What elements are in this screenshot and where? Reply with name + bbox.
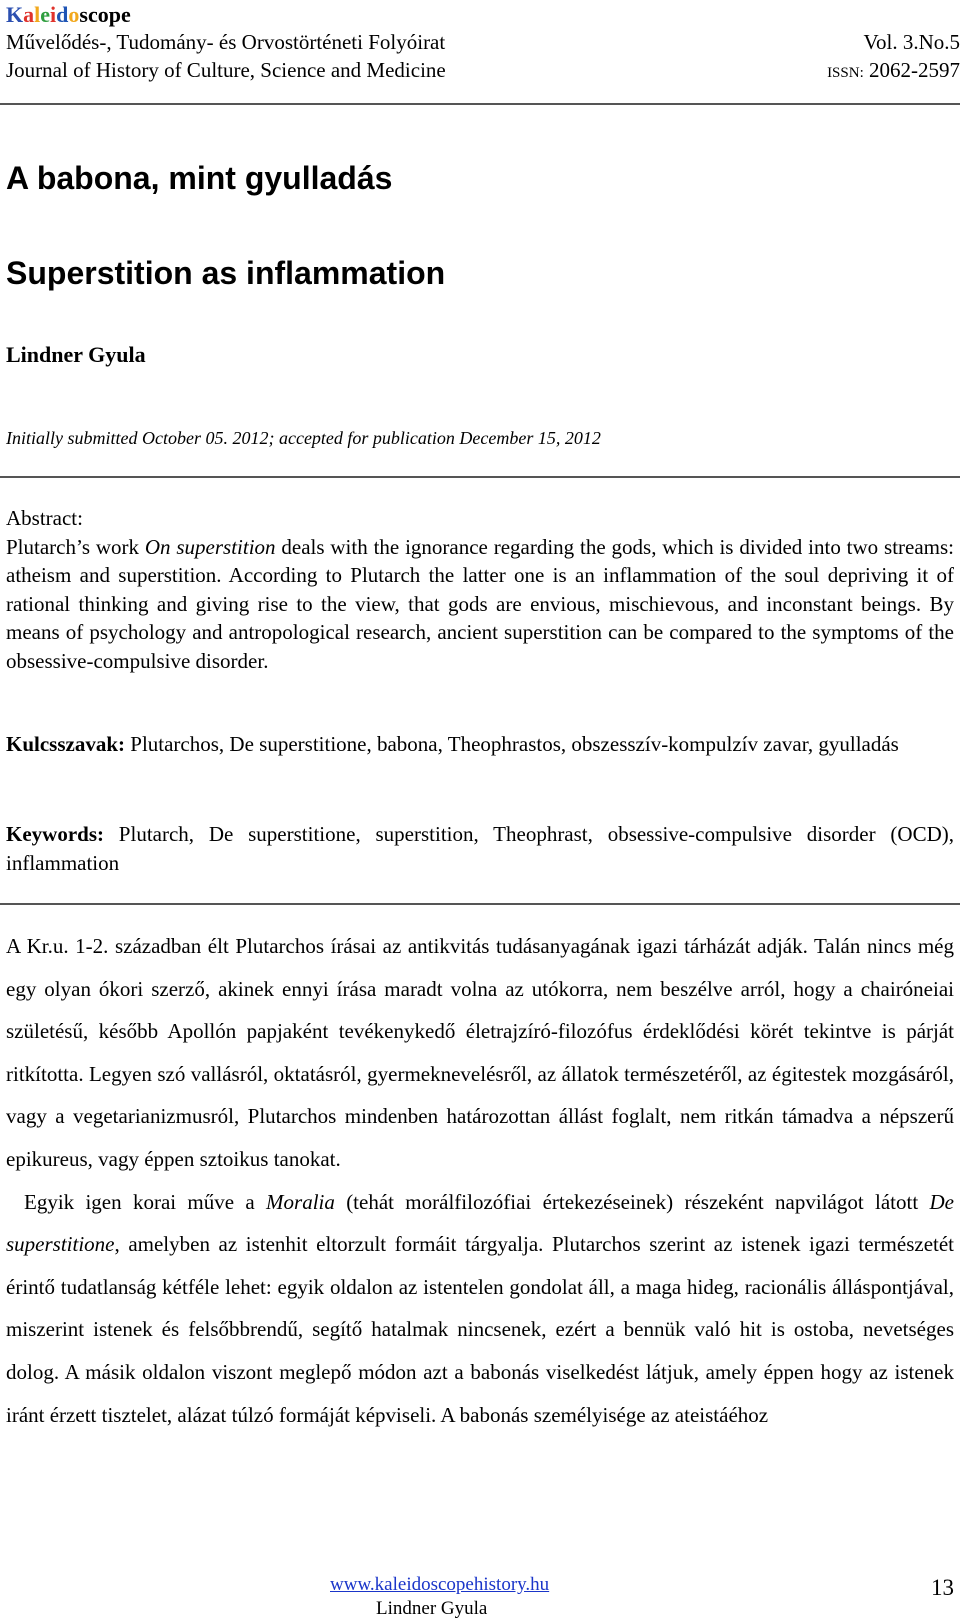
paragraph-2 xyxy=(6,1181,954,1437)
logo-letter: i xyxy=(50,2,57,27)
paragraph-2-text: (tehát morálfilozófiai értekezéseinek) részeként napvilágot látott xyxy=(334,1189,930,1214)
volume-label: Vol. 3.No.5 xyxy=(863,30,960,54)
abstract-divider xyxy=(0,476,960,478)
keywords-en-text: Plutarch, De superstitione, superstition, Theophrast, obsessive-compulsive disorder (OCD), inflammation xyxy=(6,822,954,875)
issn-value: 2062-2597 xyxy=(869,58,960,82)
title-hungarian: A babona, mint gyulladás xyxy=(6,160,393,196)
header-row-1 xyxy=(6,28,960,56)
issn xyxy=(827,56,960,87)
keywords-english xyxy=(6,820,954,877)
logo-letter: e xyxy=(40,2,51,27)
footer-author: Lindner Gyula xyxy=(376,1598,488,1619)
logo-letter: l xyxy=(34,2,41,27)
abstract-italic-title: On superstition xyxy=(144,534,276,559)
italic-work-title: De superstitione xyxy=(6,1189,954,1257)
journal-logo xyxy=(6,4,960,28)
journal-header xyxy=(6,4,960,84)
author-name: Lindner Gyula xyxy=(6,342,146,367)
logo-letter: o xyxy=(97,2,109,27)
logo-letter: e xyxy=(120,2,131,27)
page-number: 13 xyxy=(931,1575,954,1600)
keywords-hu-label: Kulcsszavak: xyxy=(6,732,126,756)
keywords-hu-text: Plutarchos, De superstitione, babona, Theophrastos, obszesszív-kompulzív zavar, gyulladás xyxy=(125,732,899,756)
journal-name-en: Journal of History of Culture, Science and Medicine xyxy=(6,58,446,82)
logo-letter: o xyxy=(68,2,80,27)
article-body xyxy=(6,925,954,1436)
logo-letter: d xyxy=(56,2,69,27)
paragraph-2-text: , amelyben az istenhit eltorzult formáit tárgyalja. Plutarchos szerint az istenek igazi természetét érintő tudatlanság kétféle lehet: egyik oldalon az istentelen gondolat áll, a maga hideg, racionális álláspontjával, miszerint istenek és felsőbbrendű, segítő hatalmak nincsenek, ezért a bennük való hit is ostoba, nevetséges dolog. A másik oldalon viszont meglepő módon azt a babonás viselkedést látjuk, amely éppen hogy az istenek iránt érzett tisztelet, alázat túlzó formáját képviseli. A babonás személyisége az ateistáéhoz xyxy=(6,1232,954,1427)
abstract-label: Abstract: xyxy=(6,506,83,530)
header-divider xyxy=(0,103,960,105)
journal-name-hu: Művelődés-, Tudomány- és Orvostörténeti Folyóirat xyxy=(6,30,446,54)
title-english: Superstition as inflammation xyxy=(6,255,446,291)
abstract-text-2: deals with the ignorance regarding the gods, which is divided into two streams: atheism and superstition. According to Plutarch the latter one is an inflammation of the soul depriving it of rational thinking and giving rise to the view, that gods are envious, mischievous, and inconstant beings. By means of psychology and antropological research, ancient superstition can be compared to the symptoms of the obsessive-compulsive disorder. xyxy=(6,534,955,673)
keywords-hungarian xyxy=(6,730,954,759)
issn-label: ISSN: xyxy=(827,65,864,81)
keywords-en-label: Keywords: xyxy=(6,822,104,846)
footer-website-link[interactable]: www.kaleidoscopehistory.hu xyxy=(330,1574,550,1595)
logo-letter: K xyxy=(6,2,24,27)
logo-letter: p xyxy=(108,2,121,27)
paragraph-2-text: Egyik igen korai műve a xyxy=(24,1189,267,1214)
body-divider xyxy=(0,903,960,905)
logo-letter: a xyxy=(23,2,35,27)
abstract xyxy=(6,504,954,676)
abstract-text-1: Plutarch’s work xyxy=(6,534,145,559)
submission-dates: Initially submitted October 05. 2012; accepted for publication December 15, 2012 xyxy=(6,428,601,448)
paragraph-1: A Kr.u. 1-2. században élt Plutarchos írásai az antikvitás tudásanyagának igazi tárházát adják. Talán nincs még egy olyan ókori szerző, akinek ennyi írása maradt volna az utókorra, nem beszélve arról, hogy a chairóneiai születésű, később Apollón papjaként tevékenykedő életrajzíró-filozófus érdeklődési körét tekintve is párját ritkította. Legyen szó vallásról, oktatásról, gyermeknevelésről, az állatok természetéről, az égitestek mozgásáról, vagy a vegetarianizmusról, Plutarchos mindenben határozottan állást foglalt, nem ritkán támadva a népszerű epikureus, vagy éppen sztoikus tanokat. xyxy=(6,934,954,1171)
header-row-2 xyxy=(6,56,960,84)
logo-letter: c xyxy=(87,2,98,27)
logo-letter: s xyxy=(79,2,88,27)
italic-work-title: Moralia xyxy=(266,1189,335,1214)
